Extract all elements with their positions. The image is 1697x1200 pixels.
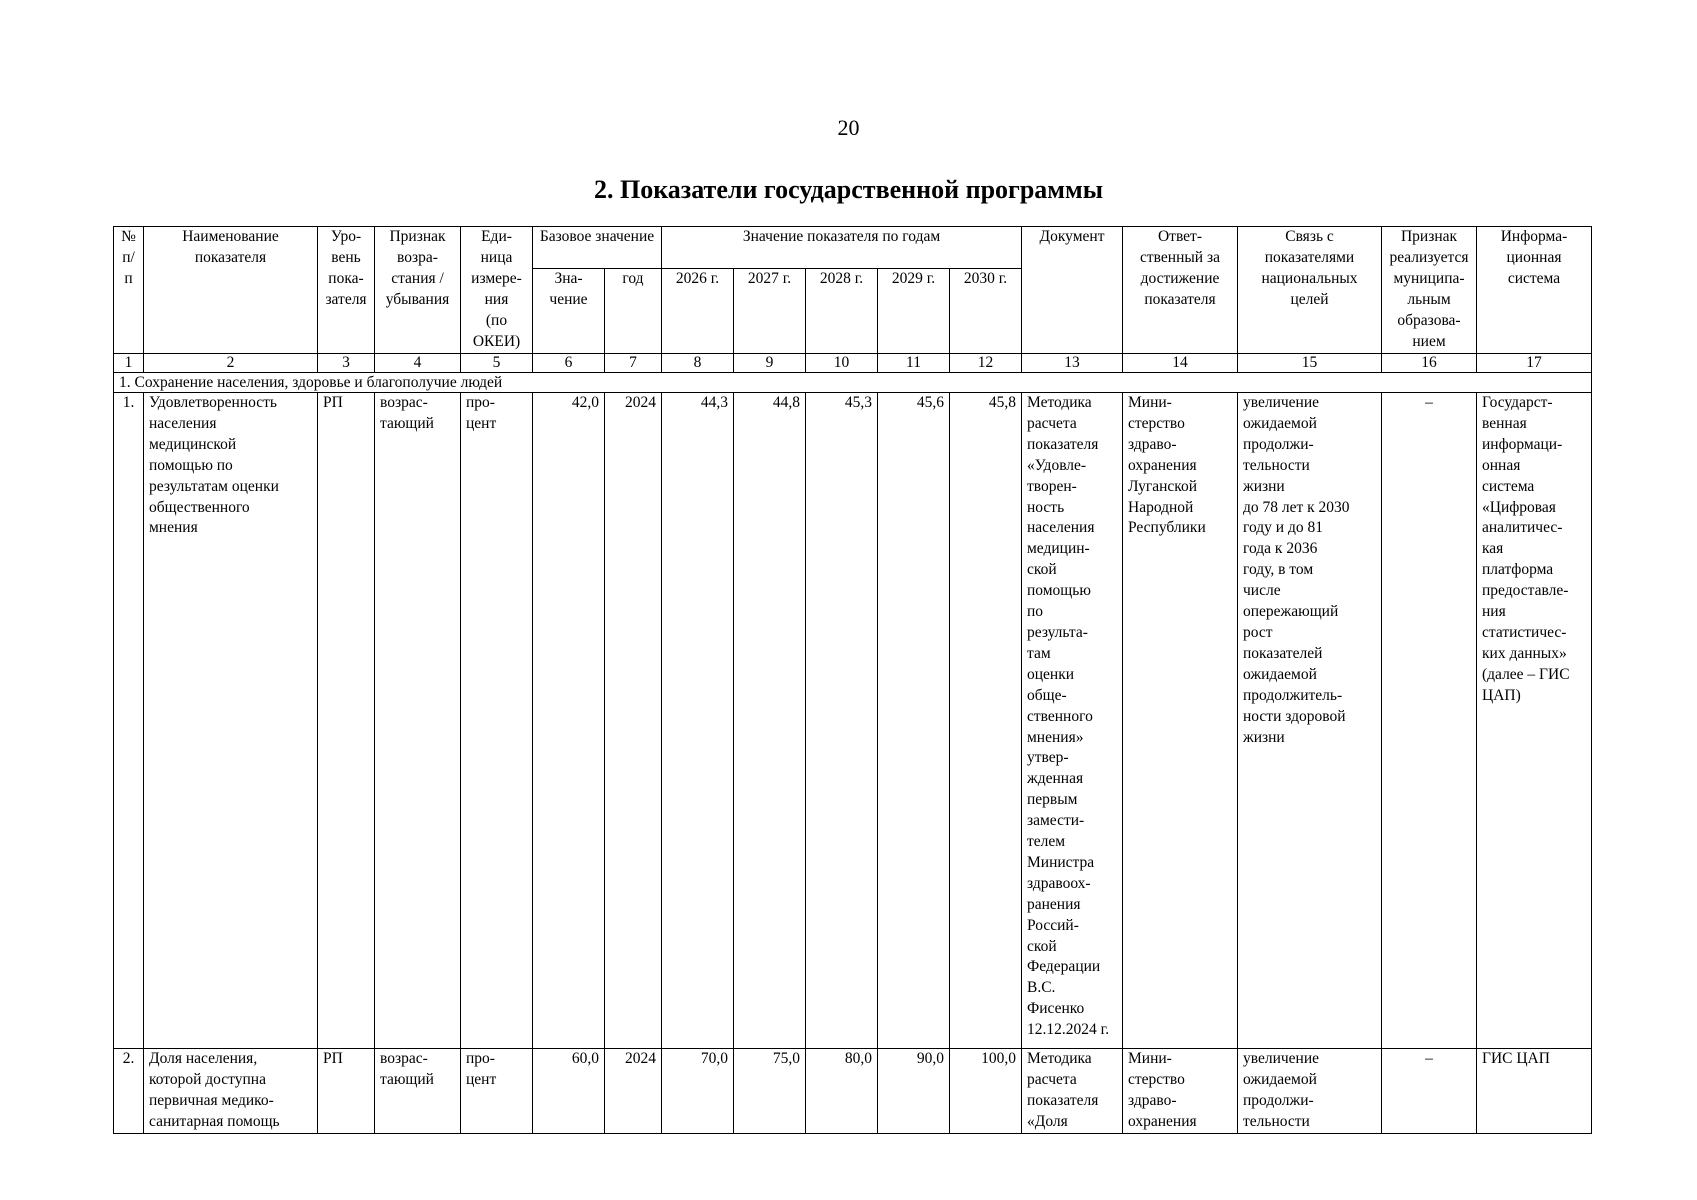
header-responsible: Ответ- ственный за достижение показателя: [1123, 227, 1238, 354]
column-number: 5: [461, 354, 533, 373]
row-document: Методика расчета показателя «Удовле- творен- ность населения медицин- ской помощью по результа- там оценки обще- ственного мнения» утвер- жденная первым замести- телем Министра здравоох- ранения Россий- ской Федерации В.С. Фисенко 12.12.2024 г.: [1022, 393, 1123, 1049]
column-number: 11: [878, 354, 950, 373]
row-no: 1.: [114, 393, 144, 1049]
indicators-table: [113, 226, 1592, 1134]
row-level: РП: [318, 393, 375, 1049]
row-value-2027: 75,0: [734, 1049, 806, 1134]
header-year-2028: 2028 г.: [806, 269, 878, 354]
page-title: 2. Показатели государственной программы: [593, 175, 1104, 204]
row-no: 2.: [114, 1049, 144, 1134]
row-trend: возрас- тающий: [375, 1049, 461, 1134]
column-numbers-row: [114, 354, 1592, 373]
header-years-group: Значение показателя по годам: [662, 227, 1022, 269]
row-value-2026: 70,0: [662, 1049, 734, 1134]
row-base-year: 2024: [605, 1049, 662, 1134]
row-responsible: Мини- стерство здраво- охранения Луганской Народной Республики: [1123, 393, 1238, 1049]
section-title: 1. Сохранение населения, здоровье и благополучие людей: [114, 373, 1592, 393]
column-number: 15: [1238, 354, 1382, 373]
row-municipal: –: [1382, 393, 1477, 1049]
row-trend: возрас- тающий: [375, 393, 461, 1049]
column-number: 8: [662, 354, 734, 373]
row-value-2028: 80,0: [806, 1049, 878, 1134]
row-level: РП: [318, 1049, 375, 1134]
table-row: [114, 393, 1592, 1049]
row-base-value: 42,0: [533, 393, 605, 1049]
column-number: 12: [950, 354, 1022, 373]
header-base-year: год: [605, 269, 662, 354]
row-base-year: 2024: [605, 393, 662, 1049]
column-number: 6: [533, 354, 605, 373]
header-level: Уро- вень пока- зателя: [318, 227, 375, 354]
row-infosys: Государст- венная информаци- онная система «Цифровая аналитичес- кая платформа предоставле- ния статистичес- ких данных» (далее – ГИС ЦАП): [1477, 393, 1592, 1049]
row-value-2028: 45,3: [806, 393, 878, 1049]
row-value-2030: 100,0: [950, 1049, 1022, 1134]
column-number: 16: [1382, 354, 1477, 373]
row-link: увеличение ожидаемой продолжи- тельности жизни до 78 лет к 2030 году и до 81 года к 2036 году, в том числе опережающий рост показателей ожидаемой продолжитель- ности здоровой жизни: [1238, 393, 1382, 1049]
header-unit: Еди- ница измере- ния (по ОКЕИ): [461, 227, 533, 354]
row-name: Удовлетворенность населения медицинской помощью по результатам оценки общественного мнения: [144, 393, 318, 1049]
header-municipal: Признак реализуется муниципа- льным образова- нием: [1382, 227, 1477, 354]
row-name: Доля населения, которой доступна первичная медико- санитарная помощь: [144, 1049, 318, 1134]
header-base-value: Зна- чение: [533, 269, 605, 354]
header-base-group: Базовое значение: [533, 227, 662, 269]
section-row: [114, 373, 1592, 393]
row-responsible: Мини- стерство здраво- охранения: [1123, 1049, 1238, 1134]
row-value-2027: 44,8: [734, 393, 806, 1049]
column-number: 1: [114, 354, 144, 373]
row-value-2029: 90,0: [878, 1049, 950, 1134]
row-unit: про- цент: [461, 1049, 533, 1134]
header-trend: Признак возра- стания / убывания: [375, 227, 461, 354]
row-infosys: ГИС ЦАП: [1477, 1049, 1592, 1134]
header-year-2027: 2027 г.: [734, 269, 806, 354]
header-infosys: Информа- ционная система: [1477, 227, 1592, 354]
header-year-2029: 2029 г.: [878, 269, 950, 354]
page-number: 20: [837, 115, 860, 140]
header-name: Наименование показателя: [144, 227, 318, 354]
column-number: 2: [144, 354, 318, 373]
row-value-2030: 45,8: [950, 393, 1022, 1049]
header-year-2026: 2026 г.: [662, 269, 734, 354]
column-number: 14: [1123, 354, 1238, 373]
table-row: [114, 1049, 1592, 1134]
row-value-2026: 44,3: [662, 393, 734, 1049]
header-no: № п/п: [114, 227, 144, 354]
column-number: 4: [375, 354, 461, 373]
row-document: Методика расчета показателя «Доля: [1022, 1049, 1123, 1134]
header-link: Связь с показателями национальных целей: [1238, 227, 1382, 354]
row-link: увеличение ожидаемой продолжи- тельности: [1238, 1049, 1382, 1134]
column-number: 10: [806, 354, 878, 373]
row-base-value: 60,0: [533, 1049, 605, 1134]
column-number: 9: [734, 354, 806, 373]
column-number: 3: [318, 354, 375, 373]
row-unit: про- цент: [461, 393, 533, 1049]
column-number: 7: [605, 354, 662, 373]
row-municipal: –: [1382, 1049, 1477, 1134]
header-document: Документ: [1022, 227, 1123, 354]
row-value-2029: 45,6: [878, 393, 950, 1049]
header-year-2030: 2030 г.: [950, 269, 1022, 354]
column-number: 17: [1477, 354, 1592, 373]
column-number: 13: [1022, 354, 1123, 373]
